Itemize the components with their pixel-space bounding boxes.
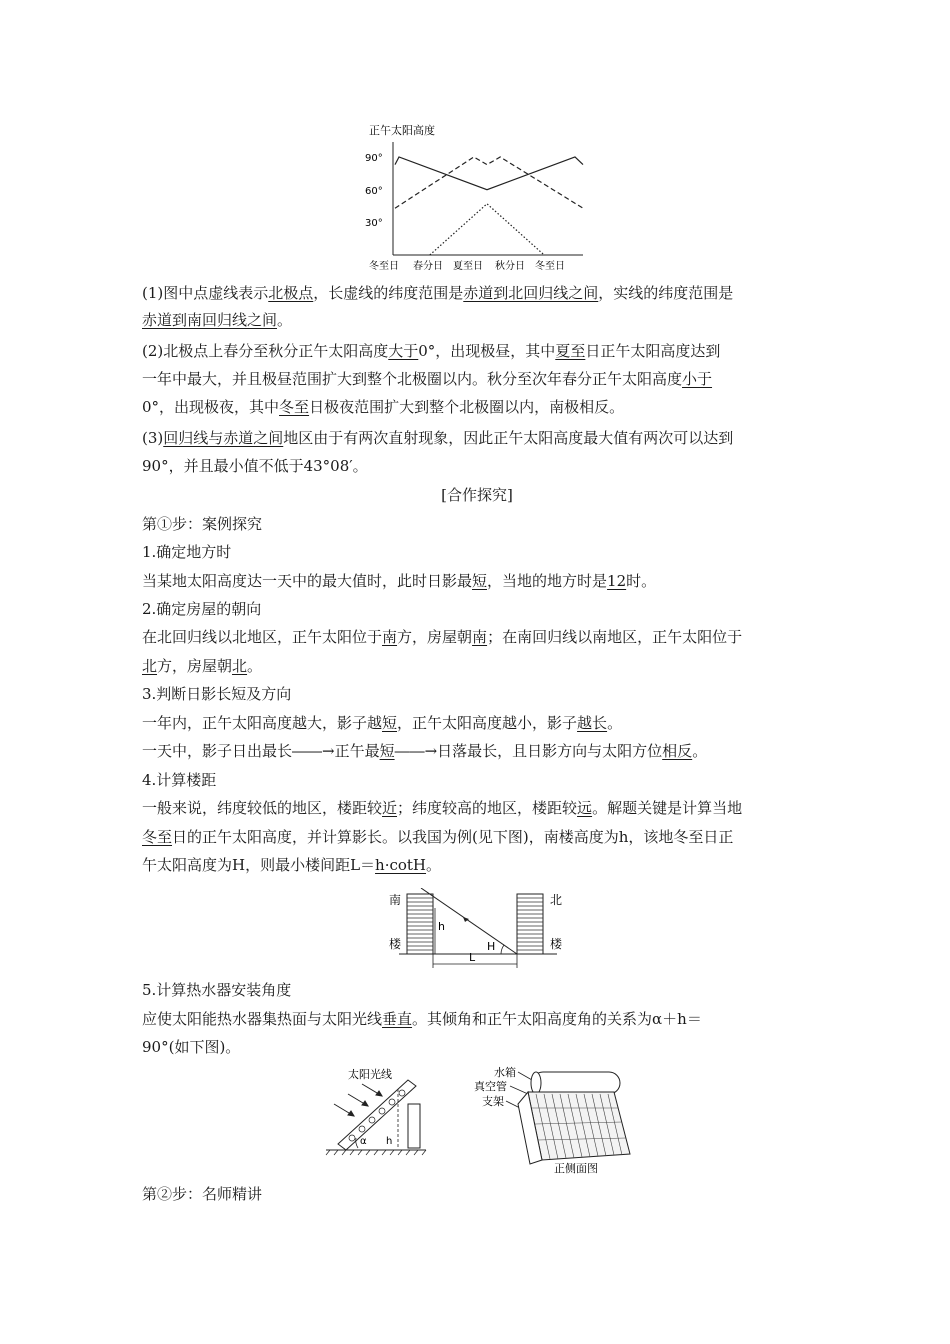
text: (1)图中点虚线表示	[142, 284, 269, 302]
text: ――→日落最长，且日影方向与太阳方位	[394, 742, 663, 760]
answer-greater-than: 大于	[388, 342, 419, 360]
para-2-line-1	[142, 340, 720, 362]
text: 0°，出现极夜，其中	[142, 398, 280, 416]
para-2-line-2	[142, 368, 712, 390]
label-lou-left: 楼	[389, 937, 402, 951]
text: 。	[277, 311, 293, 329]
angle-arc	[501, 945, 504, 954]
para-1-line-2	[142, 309, 292, 331]
text: 日的正午太阳高度，并计算影长。以我国为例(见下图)，南楼高度为h，该地冬至日正	[172, 828, 734, 846]
label-h: h	[438, 920, 445, 933]
text: (2)北极点上春分至秋分正午太阳高度	[142, 342, 389, 360]
text: 一天中，影子日出最长――→正午最	[142, 742, 380, 760]
text: ；纬度较高的地区，楼距较	[397, 799, 578, 817]
series-line-solid	[395, 157, 583, 190]
text: (3)	[142, 429, 164, 447]
answer: 垂直	[382, 1010, 413, 1028]
text-2-line-2	[142, 655, 262, 677]
answer: h·cotH	[375, 856, 427, 874]
text: 方，房屋朝	[397, 628, 473, 646]
text: 0°，出现极昼，其中	[418, 342, 556, 360]
step-1-heading: 第①步：案例探究	[142, 515, 263, 533]
label-vacuum-tube: 真空管	[474, 1080, 507, 1093]
heading-1: 1.确定地方时	[142, 543, 232, 561]
text-3-line-1	[142, 712, 622, 734]
text: ，当地的地方时是	[487, 572, 608, 590]
text: 一年内，正午太阳高度越大，影子越	[142, 714, 383, 732]
text: 一年中最大，并且极昼范围扩大到整个北极圈以内。秋分至次年春分正午太阳高度	[142, 370, 683, 388]
text: 在北回归线以北地区，正午太阳位于	[142, 628, 383, 646]
text: 。	[426, 856, 442, 874]
answer: 越长	[577, 714, 608, 732]
text-5-line-2: 90°(如下图)。	[142, 1038, 241, 1056]
ray-arrow-icon	[463, 917, 469, 922]
chart-ylabel: 正午太阳高度	[369, 124, 435, 137]
answer-equator-to-tropic-capricorn: 赤道到南回归线之间	[142, 311, 278, 329]
ytick-90: 90°	[365, 153, 383, 164]
text: 一般来说，纬度较低的地区，楼距较	[142, 799, 383, 817]
support-post	[408, 1104, 420, 1148]
heading-3: 3.判断日影长短及方向	[142, 685, 292, 703]
text: 90°，并且最小值不低于43°08′。	[142, 457, 368, 475]
answer-summer-solstice: 夏至	[555, 342, 586, 360]
label-h: h	[386, 1136, 393, 1147]
xtick-winter-solstice-1: 冬至日	[369, 261, 399, 272]
text-4-line-1	[142, 797, 742, 819]
water-tank	[531, 1072, 620, 1094]
answer: 短	[382, 714, 398, 732]
text: 午太阳高度为H，则最小楼间距L＝	[142, 856, 376, 874]
step-2-heading: 第②步：名师精讲	[142, 1185, 263, 1203]
para-2-line-3	[142, 396, 624, 418]
para-1-line-1	[142, 282, 733, 304]
text: ；在南回归线以南地区，正午太阳位于	[487, 628, 743, 646]
answer: 远	[577, 799, 593, 817]
answer-tropics-and-equator: 回归线与赤道之间	[163, 429, 284, 447]
answer: 相反	[662, 742, 693, 760]
text: 当某地太阳高度达一天中的最大值时，此时日影最	[142, 572, 473, 590]
answer: 近	[382, 799, 398, 817]
text: 方，房屋朝	[157, 657, 233, 675]
ytick-60: 60°	[365, 186, 383, 197]
heading-5: 5.计算热水器安装角度	[142, 981, 292, 999]
chart-series-group	[395, 157, 583, 255]
text: 地区由于有两次直射现象，因此正午太阳高度最大值有两次可以达到	[283, 429, 734, 447]
solar-heater-diagram	[322, 1064, 634, 1176]
building-spacing-diagram	[385, 888, 570, 970]
text: ，正午太阳高度越小，影子	[397, 714, 578, 732]
label-north: 北	[550, 893, 563, 907]
text-5-line-1	[142, 1008, 702, 1030]
sun-altitude-chart	[355, 120, 595, 275]
answer: 南	[472, 628, 488, 646]
text: 时。	[626, 572, 657, 590]
text: 应使太阳能热水器集热面与太阳光线	[142, 1010, 383, 1028]
para-3-line-1	[142, 427, 733, 449]
text: 日正午太阳高度达到	[585, 342, 721, 360]
text: 。	[607, 714, 623, 732]
heading-4: 4.计算楼距	[142, 771, 217, 789]
label-L: L	[469, 951, 476, 964]
text-4-line-3	[142, 854, 441, 876]
series-line-dotted	[430, 204, 544, 255]
text: ，长虚线的纬度范围是	[313, 284, 464, 302]
tube-array	[528, 1092, 630, 1160]
heading-2: 2.确定房屋的朝向	[142, 600, 262, 618]
south-building	[407, 894, 433, 954]
xtick-autumn-equinox: 秋分日	[495, 261, 525, 272]
text: 。	[247, 657, 263, 675]
caption-side-view: 正侧面图	[554, 1162, 598, 1175]
xtick-spring-equinox: 春分日	[413, 261, 443, 272]
ground-hatching	[326, 1150, 426, 1155]
answer: 短	[379, 742, 395, 760]
ytick-30: 30°	[365, 218, 383, 229]
answer: 12	[607, 572, 627, 590]
xtick-winter-solstice-2: 冬至日	[535, 261, 565, 272]
xtick-summer-solstice: 夏至日	[453, 261, 483, 272]
label-lou-right: 楼	[550, 937, 563, 951]
text: 。解题关键是计算当地	[592, 799, 743, 817]
section-heading: [合作探究]	[441, 486, 513, 504]
text: 。	[692, 742, 708, 760]
text-4-line-2	[142, 826, 733, 848]
label-H: H	[487, 940, 496, 953]
answer: 冬至	[142, 828, 173, 846]
label-south: 南	[389, 893, 402, 907]
label-water-tank: 水箱	[494, 1066, 516, 1079]
label-sunlight: 太阳光线	[348, 1068, 392, 1081]
sun-ray-arrows	[334, 1084, 382, 1116]
text: 。其倾角和正午太阳高度角的关系为α＋h＝	[412, 1010, 702, 1028]
text-3-line-2	[142, 740, 707, 762]
answer-equator-to-tropic-cancer: 赤道到北回归线之间	[463, 284, 599, 302]
para-3-line-2	[142, 455, 368, 477]
text-2-line-1	[142, 626, 742, 648]
answer-winter-solstice: 冬至	[279, 398, 310, 416]
north-building	[517, 894, 543, 954]
answer: 北	[232, 657, 248, 675]
answer-less-than: 小于	[682, 370, 713, 388]
answer-north-pole: 北极点	[268, 284, 314, 302]
collector-tubes	[349, 1090, 405, 1141]
text-1	[142, 570, 656, 592]
answer: 北	[142, 657, 158, 675]
text: 日极夜范围扩大到整个北极圈以内，南极相反。	[309, 398, 625, 416]
answer: 短	[472, 572, 488, 590]
label-alpha: α	[360, 1136, 367, 1147]
text: ，实线的纬度范围是	[598, 284, 734, 302]
label-stand: 支架	[482, 1095, 504, 1108]
answer: 南	[382, 628, 398, 646]
